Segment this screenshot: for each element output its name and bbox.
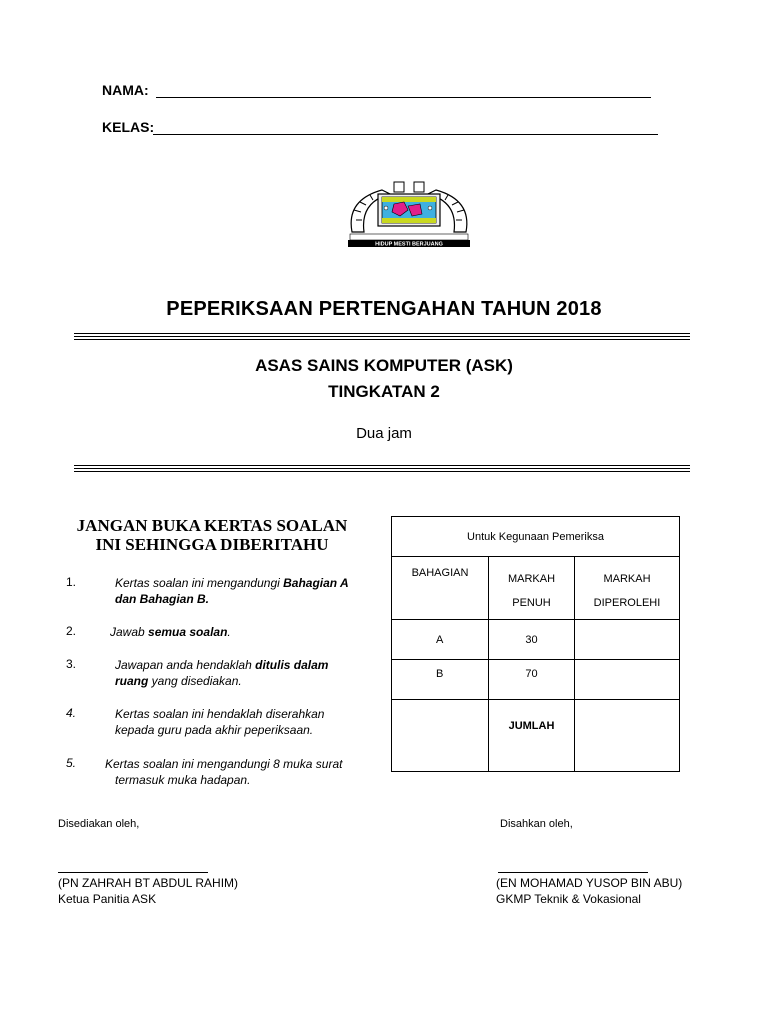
kelas-field[interactable] [153, 134, 658, 135]
prepared-signature-line[interactable] [58, 872, 208, 873]
table-row [392, 660, 680, 700]
marks-table [391, 516, 680, 772]
total-label: JUMLAH [489, 700, 575, 772]
header-markah-penuh: MARKAH PENUH [489, 557, 575, 620]
cell-empty [392, 700, 489, 772]
divider-bottom-1 [74, 465, 690, 466]
prepared-by-name: (PN ZAHRAH BT ABDUL RAHIM) [58, 876, 239, 890]
instruction-number: 3. [66, 657, 77, 671]
instruction-number: 2. [66, 624, 77, 638]
prepared-by-label: Disediakan oleh, [58, 818, 140, 830]
divider-top-2 [74, 336, 690, 337]
header-markah-diperolehi: MARKAH DIPEROLEHI [575, 557, 680, 620]
table-row [392, 620, 680, 660]
marks-table-caption: Untuk Kegunaan Pemeriksa [392, 517, 680, 557]
instruction-number: 5. [66, 756, 77, 770]
approved-by-role: GKMP Teknik & Vokasional [496, 892, 641, 906]
warning-line-1: JANGAN BUKA KERTAS SOALAN [76, 516, 348, 535]
approved-by-name: (EN MOHAMAD YUSOP BIN ABU) [496, 876, 683, 890]
instruction-item: Jawapan anda hendaklah ditulis dalam ruang yang disediakan. [115, 658, 329, 688]
form-title: TINGKATAN 2 [328, 382, 440, 401]
prepared-by-role: Ketua Panitia ASK [58, 892, 157, 906]
subject-title: ASAS SAINS KOMPUTER (ASK) [255, 356, 513, 375]
instruction-item: Jawab semua soalan. [110, 625, 231, 639]
cell-markah-diperolehi[interactable] [575, 620, 680, 660]
instruction-item: Kertas soalan ini hendaklah diserahkan kepada guru pada akhir peperiksaan. [115, 707, 325, 737]
divider-bottom-3 [74, 471, 690, 472]
divider-top-1 [74, 333, 690, 334]
nama-field[interactable] [156, 97, 651, 98]
nama-label: NAMA: [102, 82, 149, 98]
instruction-number: 1. [66, 575, 77, 589]
logo-motto: HIDUP MESTI BERJUANG [375, 241, 443, 248]
warning-heading [52, 516, 372, 554]
cell-markah-diperolehi[interactable] [575, 660, 680, 700]
divider-top-3 [74, 339, 690, 340]
cell-bahagian: B [392, 660, 489, 700]
instruction-item: Kertas soalan ini mengandungi Bahagian A dan Bahagian B. [115, 576, 349, 606]
table-row-total [392, 700, 680, 772]
cell-markah-penuh: 70 [489, 660, 575, 700]
cell-markah-penuh: 30 [489, 620, 575, 660]
approved-signature-line[interactable] [498, 872, 648, 873]
school-logo [342, 180, 476, 250]
warning-line-2: INI SEHINGGA DIBERITAHU [95, 535, 329, 554]
header-bahagian: BAHAGIAN [392, 557, 489, 620]
divider-bottom-2 [74, 468, 690, 469]
cell-bahagian: A [392, 620, 489, 660]
approved-by-label: Disahkan oleh, [500, 818, 573, 830]
instruction-item: Kertas soalan ini mengandungi 8 muka surat termasuk muka hadapan. [105, 757, 343, 787]
exam-title: PEPERIKSAAN PERTENGAHAN TAHUN 2018 [166, 298, 602, 320]
cell-total-value[interactable] [575, 700, 680, 772]
exam-duration: Dua jam [356, 425, 412, 442]
instruction-number: 4. [66, 706, 77, 720]
kelas-label: KELAS: [102, 119, 155, 135]
